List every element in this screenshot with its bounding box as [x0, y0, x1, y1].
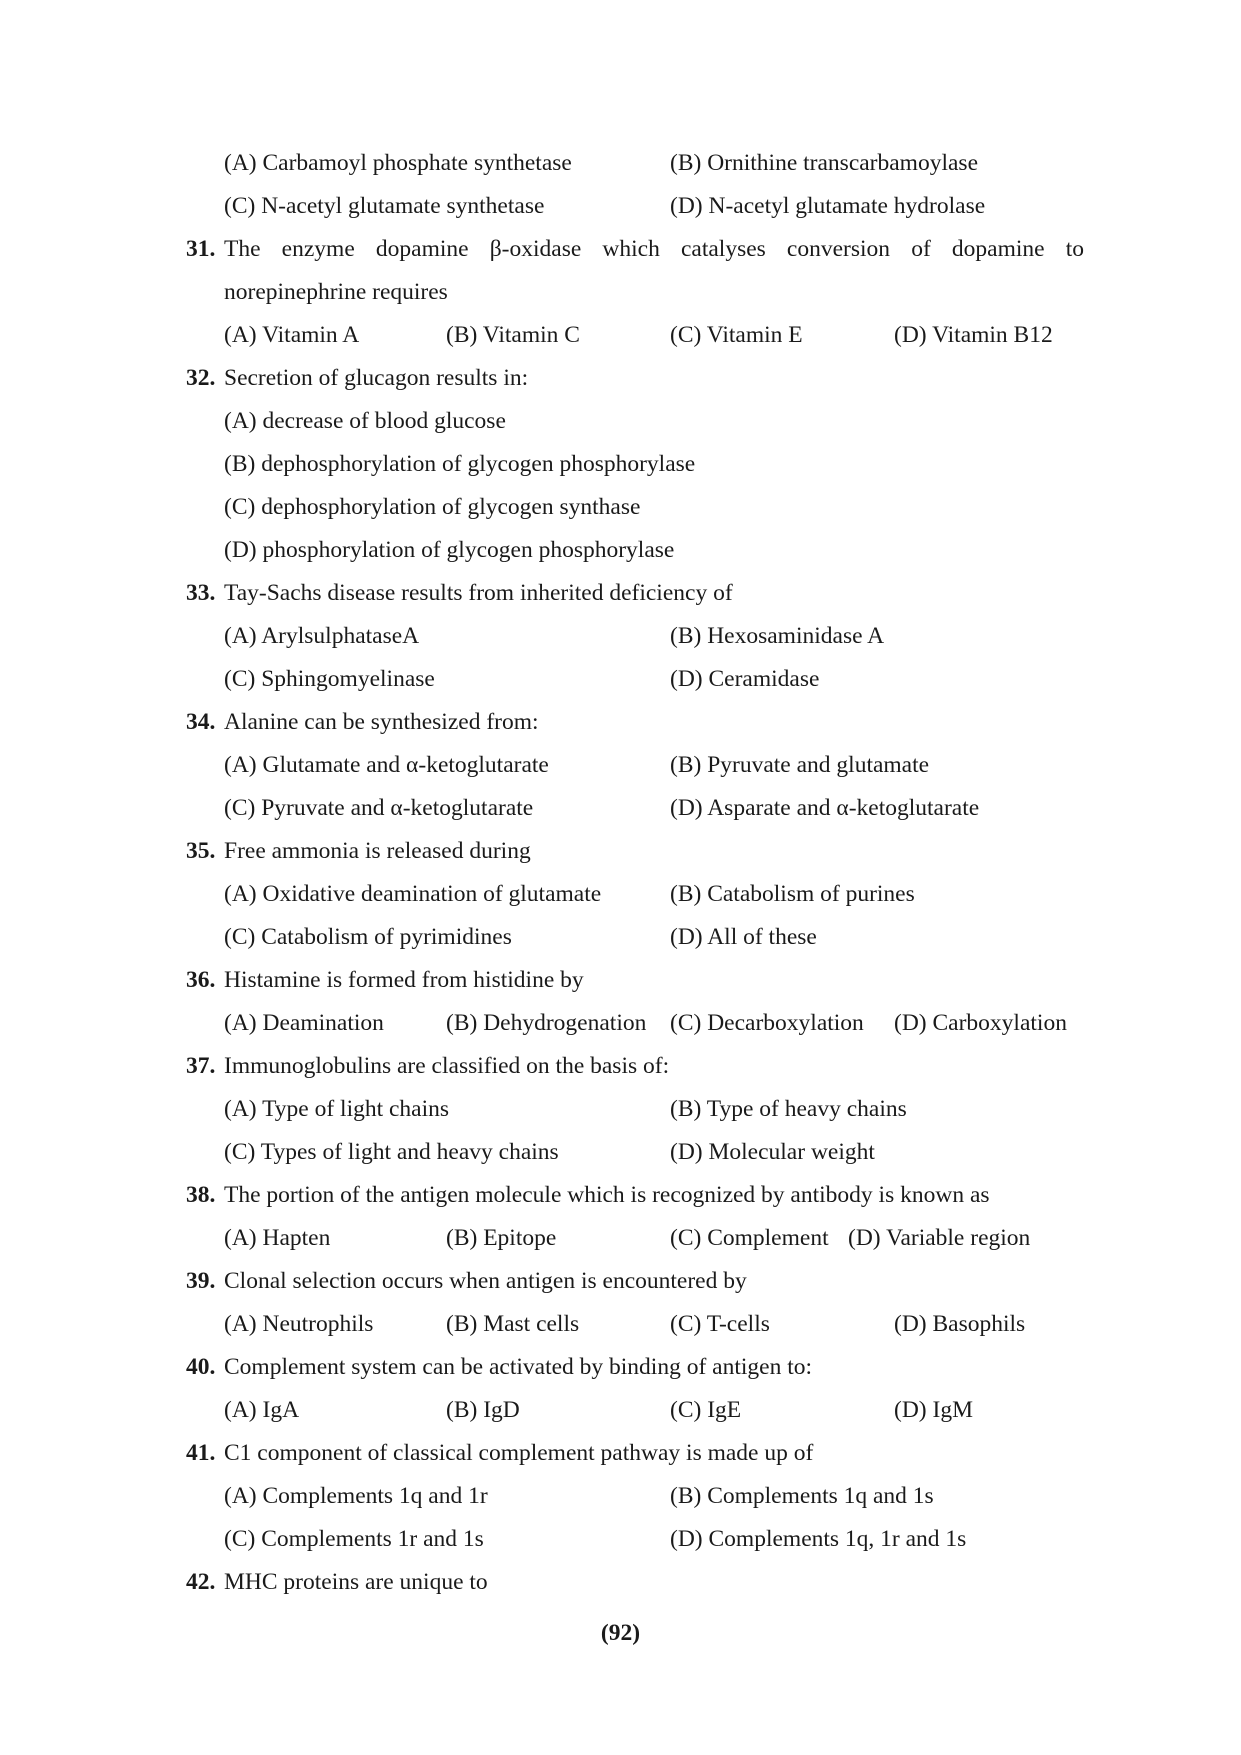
q41-question [0, 1432, 1241, 1475]
q34-option-c: (C) Pyruvate and α-ketoglutarate [224, 795, 534, 821]
q41-option-c: (C) Complements 1r and 1s [224, 1526, 484, 1552]
q33-option-c: (C) Sphingomyelinase [224, 666, 435, 692]
q39-option-c: (C) T-cells [670, 1311, 770, 1337]
q32-option-d: (D) phosphorylation of glycogen phosphorylase [224, 537, 675, 563]
q31-text-line-2: norepinephrine requires [224, 279, 448, 305]
q37-text: Immunoglobulins are classified on the basis of: [224, 1053, 670, 1079]
q34-number: 34. [186, 709, 216, 735]
page-number: (92) [600, 1620, 641, 1646]
q33-options-row-2 [0, 658, 1241, 701]
q38-options [0, 1217, 1241, 1260]
q35-options-row-2 [0, 916, 1241, 959]
q39-option-d: (D) Basophils [894, 1311, 1026, 1337]
q32-option-b: (B) dephosphorylation of glycogen phosphorylase [224, 451, 696, 477]
q30-options-row-2 [0, 185, 1241, 228]
q41-options-row-1 [0, 1475, 1241, 1518]
q39-text: Clonal selection occurs when antigen is encountered by [224, 1268, 747, 1294]
q35-number: 35. [186, 838, 216, 864]
q35-option-a: (A) Oxidative deamination of glutamate [224, 881, 602, 907]
q39-options [0, 1303, 1241, 1346]
q30-option-c: (C) N-acetyl glutamate synthetase [224, 193, 545, 219]
q34-option-a: (A) Glutamate and α-ketoglutarate [224, 752, 549, 778]
q31-question-cont [0, 271, 1241, 314]
q32-option-row-c [0, 486, 1241, 529]
q38-option-b: (B) Epitope [446, 1225, 557, 1251]
q41-option-d: (D) Complements 1q, 1r and 1s [670, 1526, 967, 1552]
q36-option-d: (D) Carboxylation [894, 1010, 1067, 1036]
q34-question [0, 701, 1241, 744]
q37-option-a: (A) Type of light chains [224, 1096, 450, 1122]
q31-number: 31. [186, 236, 216, 262]
q38-number: 38. [186, 1182, 216, 1208]
q30-option-d: (D) N-acetyl glutamate hydrolase [670, 193, 986, 219]
q40-options [0, 1389, 1241, 1432]
q40-question [0, 1346, 1241, 1389]
q33-option-a: (A) ArylsulphataseA [224, 623, 420, 649]
q40-option-b: (B) IgD [446, 1397, 520, 1423]
q32-option-row-a [0, 400, 1241, 443]
q35-option-d: (D) All of these [670, 924, 817, 950]
q33-question [0, 572, 1241, 615]
q30-option-b: (B) Ornithine transcarbamoylase [670, 150, 979, 176]
q32-option-row-b [0, 443, 1241, 486]
q38-question [0, 1174, 1241, 1217]
q35-option-c: (C) Catabolism of pyrimidines [224, 924, 512, 950]
q41-options-row-2 [0, 1518, 1241, 1561]
q34-options-row-2 [0, 787, 1241, 830]
q37-option-b: (B) Type of heavy chains [670, 1096, 907, 1122]
q30-options-row-1 [0, 142, 1241, 185]
q40-option-c: (C) IgE [670, 1397, 742, 1423]
q39-option-b: (B) Mast cells [446, 1311, 580, 1337]
q42-text: MHC proteins are unique to [224, 1569, 488, 1595]
q41-option-b: (B) Complements 1q and 1s [670, 1483, 934, 1509]
q33-option-d: (D) Ceramidase [670, 666, 820, 692]
q31-text-line-1: The enzyme dopamine β-oxidase which catalyses conversion of dopamine to [224, 236, 1084, 262]
q33-option-b: (B) Hexosaminidase A [670, 623, 885, 649]
q35-question [0, 830, 1241, 873]
q38-text: The portion of the antigen molecule which is recognized by antibody is known as [224, 1182, 990, 1208]
q32-option-c: (C) dephosphorylation of glycogen synthase [224, 494, 641, 520]
q37-options-row-2 [0, 1131, 1241, 1174]
q31-question [0, 228, 1241, 271]
q35-text: Free ammonia is released during [224, 838, 531, 864]
q33-text: Tay-Sachs disease results from inherited deficiency of [224, 580, 733, 606]
q40-option-a: (A) IgA [224, 1397, 300, 1423]
q31-option-c: (C) Vitamin E [670, 322, 803, 348]
q39-question [0, 1260, 1241, 1303]
q31-option-d: (D) Vitamin B12 [894, 322, 1053, 348]
q36-option-c: (C) Decarboxylation [670, 1010, 864, 1036]
q41-text: C1 component of classical complement pathway is made up of [224, 1440, 814, 1466]
q31-option-b: (B) Vitamin C [446, 322, 580, 348]
q34-text: Alanine can be synthesized from: [224, 709, 539, 735]
q37-number: 37. [186, 1053, 216, 1079]
q39-number: 39. [186, 1268, 216, 1294]
q34-option-d: (D) Asparate and α-ketoglutarate [670, 795, 980, 821]
q38-option-c: (C) Complement [670, 1225, 829, 1251]
q36-text: Histamine is formed from histidine by [224, 967, 584, 993]
q42-number: 42. [186, 1569, 216, 1595]
q37-options-row-1 [0, 1088, 1241, 1131]
q32-option-row-d [0, 529, 1241, 572]
q41-option-a: (A) Complements 1q and 1r [224, 1483, 488, 1509]
q33-number: 33. [186, 580, 216, 606]
q36-option-a: (A) Deamination [224, 1010, 384, 1036]
q40-text: Complement system can be activated by binding of antigen to: [224, 1354, 813, 1380]
q38-option-a: (A) Hapten [224, 1225, 331, 1251]
q37-option-d: (D) Molecular weight [670, 1139, 875, 1165]
q31-option-a: (A) Vitamin A [224, 322, 360, 348]
q39-option-a: (A) Neutrophils [224, 1311, 374, 1337]
q30-option-a: (A) Carbamoyl phosphate synthetase [224, 150, 572, 176]
q32-number: 32. [186, 365, 216, 391]
q32-question [0, 357, 1241, 400]
q33-options-row-1 [0, 615, 1241, 658]
q35-options-row-1 [0, 873, 1241, 916]
q36-option-b: (B) Dehydrogenation [446, 1010, 647, 1036]
q37-option-c: (C) Types of light and heavy chains [224, 1139, 559, 1165]
q32-text: Secretion of glucagon results in: [224, 365, 529, 391]
q32-option-a: (A) decrease of blood glucose [224, 408, 506, 434]
q41-number: 41. [186, 1440, 216, 1466]
q42-question [0, 1561, 1241, 1604]
q38-option-d: (D) Variable region [848, 1225, 1031, 1251]
q40-number: 40. [186, 1354, 216, 1380]
q37-question [0, 1045, 1241, 1088]
q34-option-b: (B) Pyruvate and glutamate [670, 752, 930, 778]
q35-option-b: (B) Catabolism of purines [670, 881, 915, 907]
q36-question [0, 959, 1241, 1002]
q34-options-row-1 [0, 744, 1241, 787]
q36-number: 36. [186, 967, 216, 993]
q31-options [0, 314, 1241, 357]
q40-option-d: (D) IgM [894, 1397, 973, 1423]
q36-options [0, 1002, 1241, 1045]
